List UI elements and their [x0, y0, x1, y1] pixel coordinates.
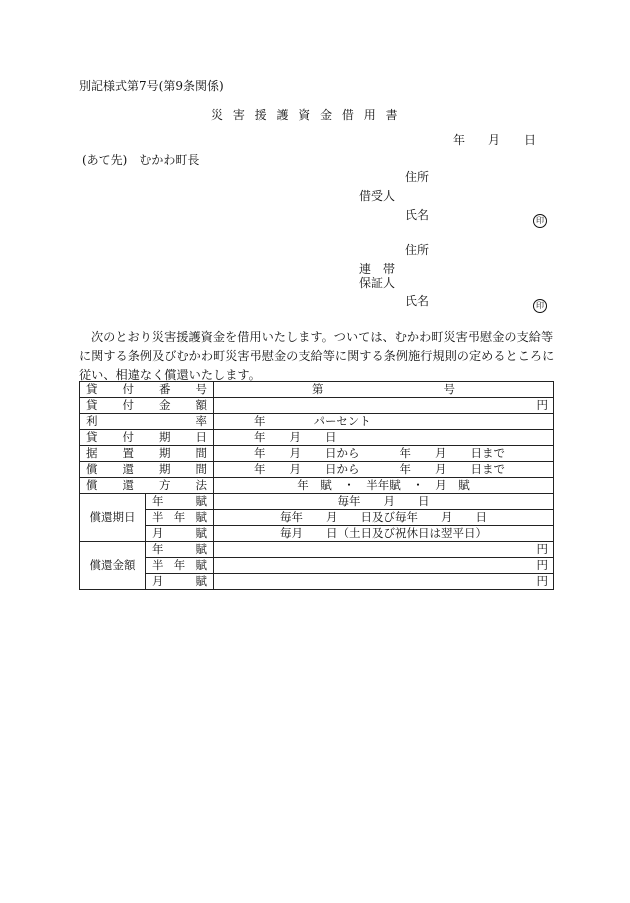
deferment-field[interactable]	[214, 446, 554, 462]
form-number: 別記様式第7号(第9条関係)	[79, 79, 224, 93]
borrower-name-label: 氏名	[405, 208, 430, 222]
year-text: 年	[254, 430, 266, 444]
repayment-period-field[interactable]	[214, 462, 554, 478]
table-row	[80, 542, 554, 558]
repayment-amount-annual-field[interactable]	[214, 542, 554, 558]
interest-label-left: 利	[86, 414, 98, 428]
repayment-amount-monthly-label: 月賦	[146, 574, 214, 590]
loan-table	[79, 381, 554, 590]
due-date-semiannual-label: 半年賦	[146, 510, 214, 526]
loan-period-field[interactable]	[214, 430, 554, 446]
table-row	[80, 462, 554, 478]
year-text: 年	[254, 462, 266, 476]
yen-unit: 円	[536, 398, 548, 412]
yen-unit: 円	[536, 558, 548, 572]
borrower-seal	[533, 208, 547, 228]
guarantor-label-line2: 保証人	[359, 276, 396, 290]
year-text: 年	[399, 462, 411, 476]
year-text: 年	[399, 446, 411, 460]
interest-label-right: 率	[195, 414, 207, 428]
month-text: 月	[435, 446, 447, 460]
guarantor-label-line1: 連 帯	[359, 262, 396, 276]
repayment-period-label: 償還期間	[80, 462, 214, 478]
month-text: 月	[435, 462, 447, 476]
guarantor-address-label: 住所	[405, 243, 430, 257]
borrower-label: 借受人	[359, 189, 396, 203]
loan-amount-label: 貸付金額	[80, 398, 214, 414]
table-row	[80, 382, 554, 398]
borrower-address-label: 住所	[405, 170, 430, 184]
table-row	[80, 478, 554, 494]
table-row	[80, 510, 554, 526]
day-from-text: 日から	[325, 446, 360, 460]
repayment-amount-semiannual-field[interactable]	[214, 558, 554, 574]
guarantor-seal	[533, 293, 547, 313]
due-date-annual-label: 年賦	[146, 494, 214, 510]
due-date-monthly-field[interactable]: 毎月 日（土日及び祝休日は翌平日）	[214, 526, 554, 542]
loan-number-label: 貸付番号	[80, 382, 214, 398]
yen-unit: 円	[536, 542, 548, 556]
day-from-text: 日から	[325, 462, 360, 476]
table-row	[80, 398, 554, 414]
interest-label	[80, 414, 214, 430]
addressee: (あて先) むかわ町長	[82, 153, 200, 167]
date-month: 月	[488, 133, 501, 147]
loan-period-label: 貸付期日	[80, 430, 214, 446]
table-row	[80, 414, 554, 430]
interest-field[interactable]	[214, 414, 554, 430]
table-row	[80, 446, 554, 462]
due-date-group-label: 償還期日	[80, 494, 146, 542]
interest-percent: パーセント	[313, 414, 371, 428]
date-year: 年	[453, 133, 466, 147]
seal-icon: 印	[533, 214, 547, 228]
day-to-text: 日まで	[470, 446, 505, 460]
month-text: 月	[289, 446, 301, 460]
loan-number-suffix: 号	[443, 382, 455, 396]
deferment-label: 据置期間	[80, 446, 214, 462]
date-day: 日	[524, 133, 537, 147]
table-row	[80, 494, 554, 510]
table-row	[80, 574, 554, 590]
day-to-text: 日まで	[470, 462, 505, 476]
repayment-amount-annual-label: 年賦	[146, 542, 214, 558]
repayment-amount-semiannual-label: 半年賦	[146, 558, 214, 574]
due-date-annual-field[interactable]: 毎年 月 日	[214, 494, 554, 510]
month-text: 月	[289, 462, 301, 476]
loan-amount-field[interactable]	[214, 398, 554, 414]
repayment-amount-monthly-field[interactable]	[214, 574, 554, 590]
month-text: 月	[289, 430, 301, 444]
table-row	[80, 558, 554, 574]
interest-year: 年	[254, 414, 266, 428]
repayment-method-label: 償還方法	[80, 478, 214, 494]
table-row	[80, 526, 554, 542]
document-title: 災 害 援 護 資 金 借 用 書	[211, 108, 401, 122]
due-date-semiannual-field[interactable]: 毎年 月 日及び毎年 月 日	[214, 510, 554, 526]
day-text: 日	[325, 430, 337, 444]
table-row	[80, 430, 554, 446]
guarantor-name-label: 氏名	[405, 294, 430, 308]
yen-unit: 円	[536, 574, 548, 588]
seal-icon: 印	[533, 299, 547, 313]
repayment-amount-group-label: 償還金額	[80, 542, 146, 590]
repayment-method-field[interactable]: 年 賦 ・ 半年賦 ・ 月 賦	[214, 478, 554, 494]
loan-number-field[interactable]	[214, 382, 554, 398]
loan-number-prefix: 第	[312, 382, 324, 396]
due-date-monthly-label: 月賦	[146, 526, 214, 542]
body-text: 次のとおり災害援護資金を借用いたします。ついては、むかわ町災害弔慰金の支給等に関する条例及びむかわ町災害弔慰金の支給等に関する条例施行規則の定めるところに従い、相違なく償還いたします。	[79, 330, 555, 382]
year-text: 年	[254, 446, 266, 460]
